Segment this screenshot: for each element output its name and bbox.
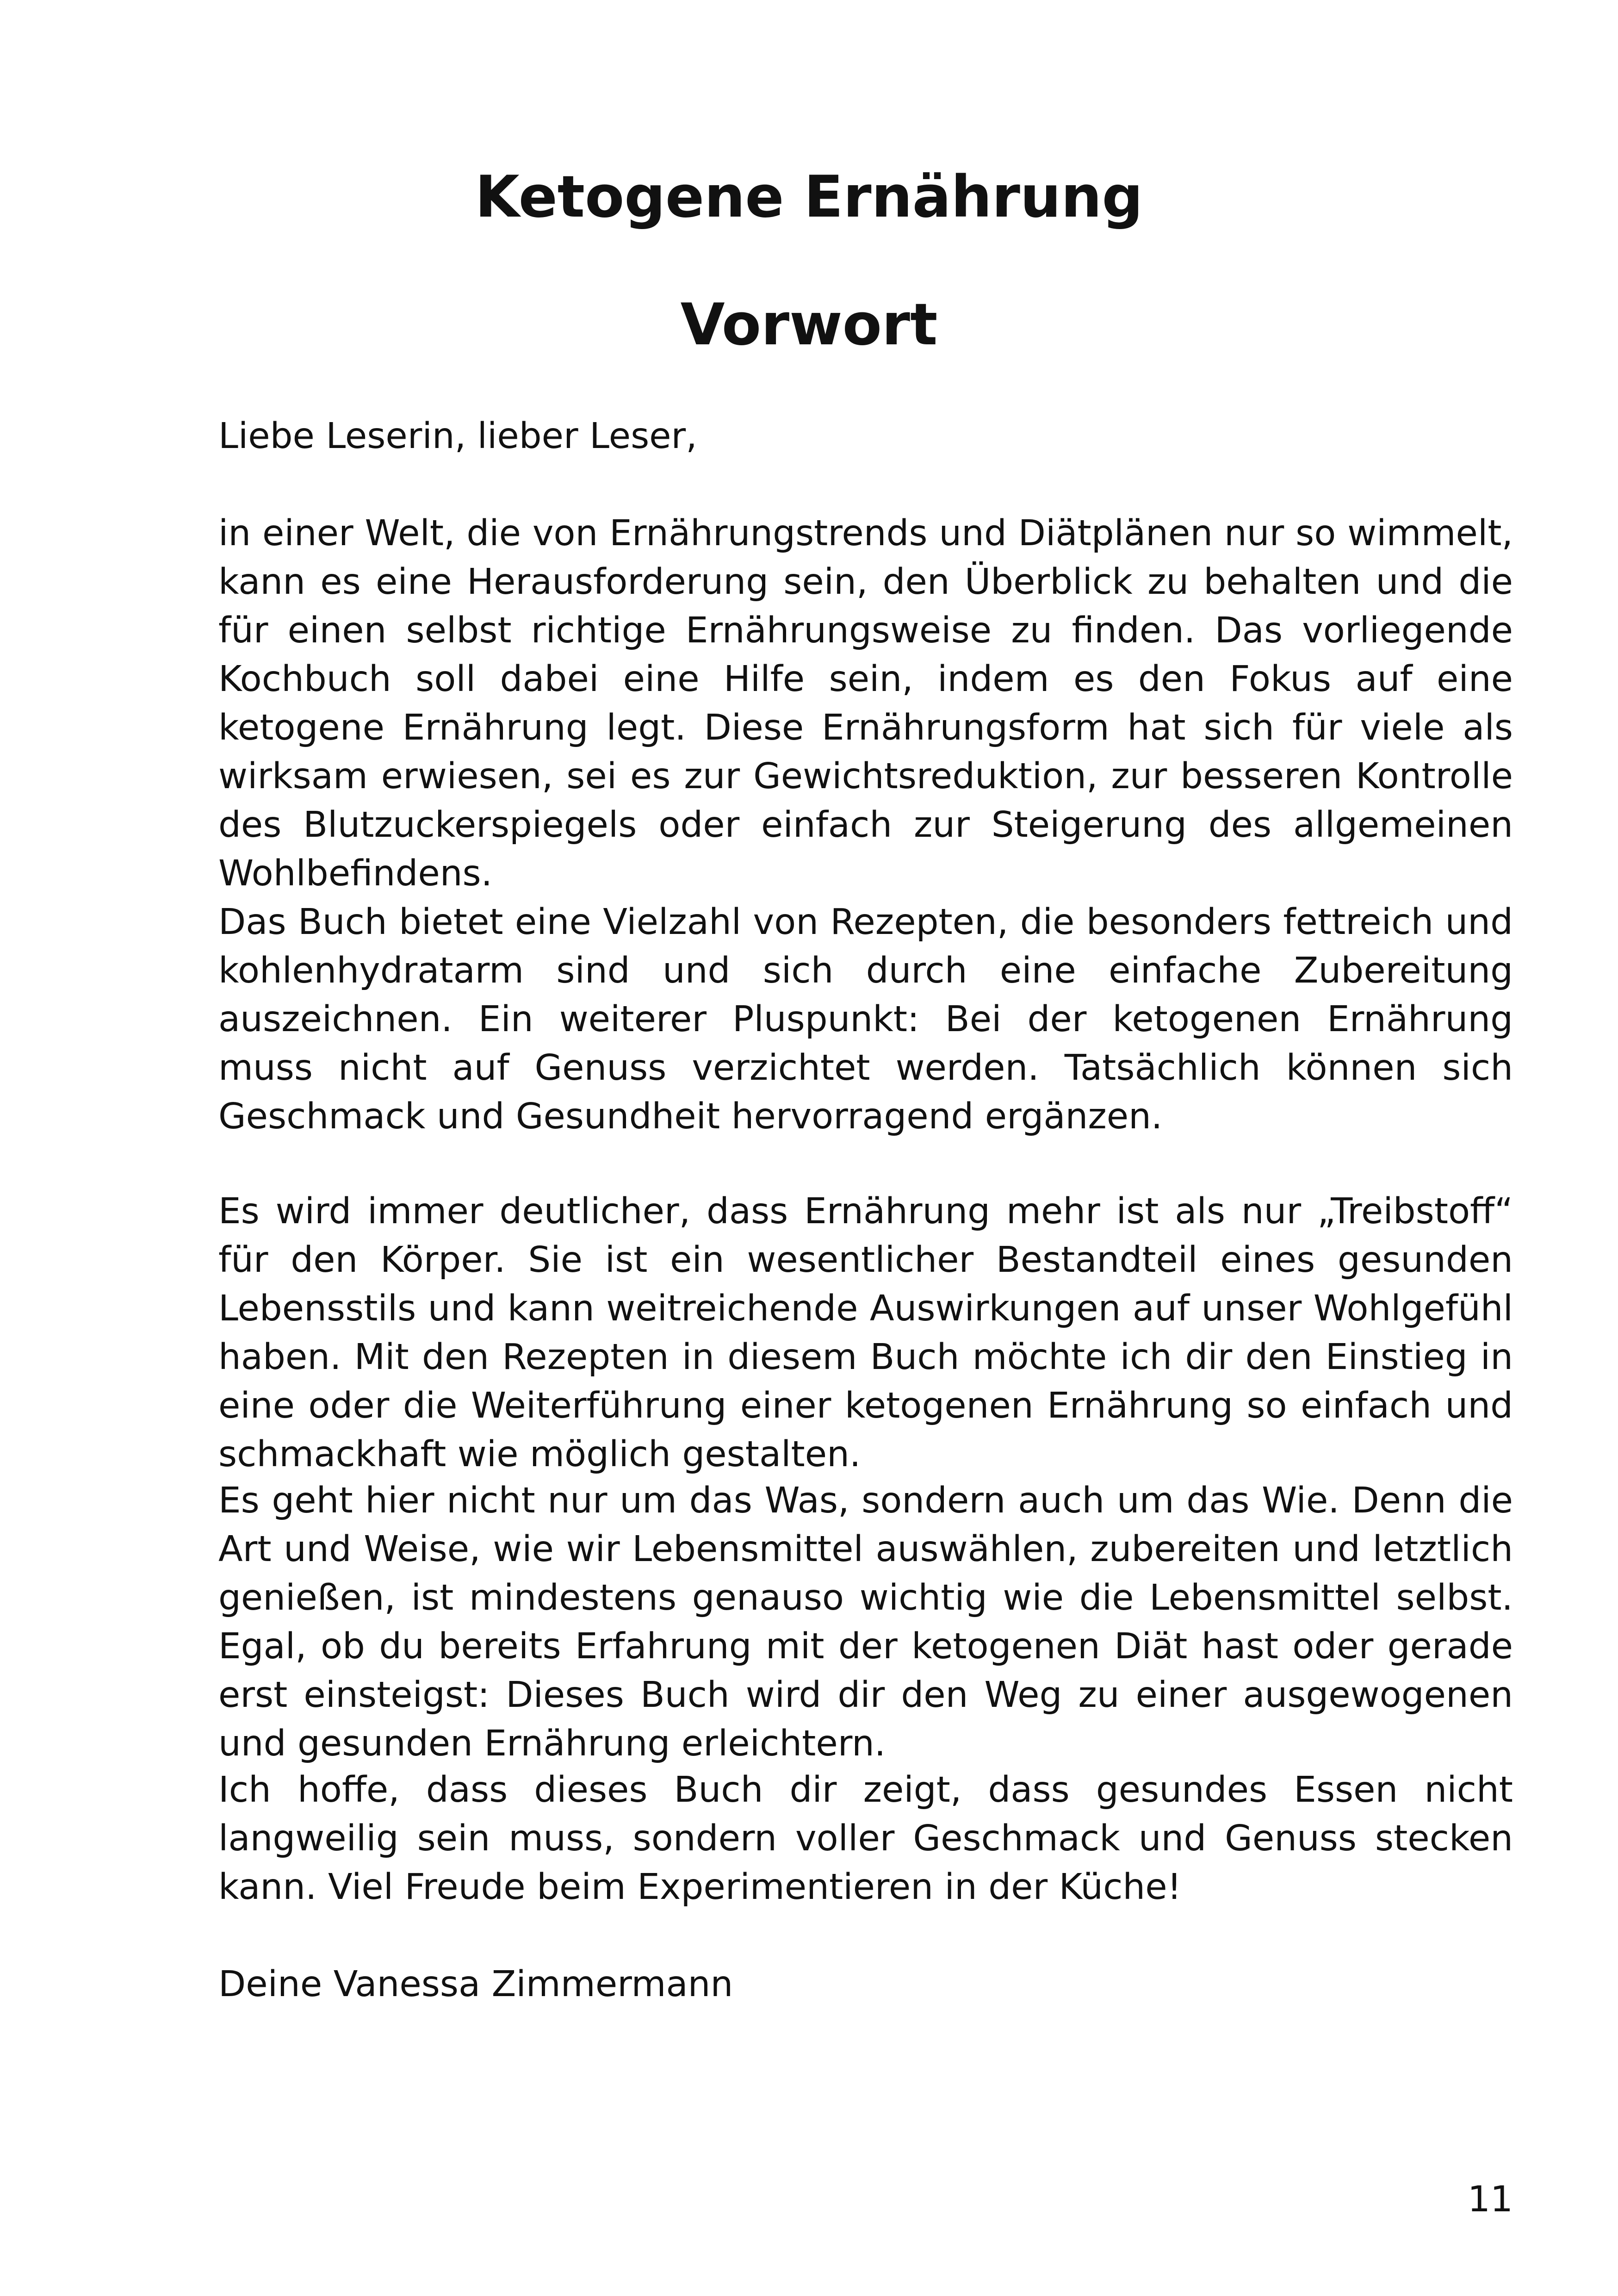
paragraph: Ich hoffe, dass dieses Buch dir zeigt, dass gesundes Essen nicht langweilig sein muss, sondern voller Geschmack und Genuss stecken kann. Viel Freude beim Experimentieren in der Küche! xyxy=(218,1769,1513,1908)
page-number: 11 xyxy=(1468,2179,1513,2220)
paragraph: in einer Welt, die von Ernährungstrends und Diätplänen nur so wimmelt, kann es eine Herausforderung sein, den Überblick zu behalten und die für einen selbst richtige Ernährungsweise zu finden. Das vorliegende Kochbuch soll dabei eine Hilfe sein, indem es den Fokus auf eine ketogene Ernährung legt. Diese Ernährungsform hat sich für viele als wirksam erwiesen, sei es zur Gewichtsreduktion, zur besseren Kontrolle des Blutzuckerspiegels oder einfach zur Steigerung des allgemeinen Wohlbefindens. xyxy=(218,513,1513,894)
greeting: Liebe Leserin, lieber Leser, xyxy=(218,416,697,457)
paragraph: Es wird immer deutlicher, dass Ernährung mehr ist als nur „Treibstoff“ für den Körper. Sie ist ein wesentlicher Bestandteil eines gesunden Lebensstils und kann weitreichende Auswirkungen auf unser Wohlgefühl haben. Mit den Rezepten in diesem Buch möchte ich dir den Einstieg in eine oder die Weiterführung einer ketogenen Ernährung so einfach und schmackhaft wie möglich gestalten. xyxy=(218,1191,1513,1475)
paragraph: Es geht hier nicht nur um das Was, sondern auch um das Wie. Denn die Art und Weise, wie wir Lebensmittel auswählen, zubereiten und letztlich genießen, ist mindestens genauso wichtig wie die Lebensmittel selbst. Egal, ob du bereits Erfahrung mit der ketogenen Diät hast oder gerade erst einsteigst: Dieses Buch wird dir den Weg zu einer ausgewogenen und gesunden Ernährung erleichtern. xyxy=(218,1480,1513,1764)
signature: Deine Vanessa Zimmermann xyxy=(218,1964,733,2005)
book-title: Ketogene Ernährung xyxy=(475,164,1143,230)
chapter-title: Vorwort xyxy=(680,292,938,358)
paragraph: Das Buch bietet eine Vielzahl von Rezepten, die besonders fettreich und kohlenhydratarm sind und sich durch eine einfache Zubereitung auszeichnen. Ein weiterer Pluspunkt: Bei der ketogenen Ernährung muss nicht auf Genuss verzichtet werden. Tatsächlich können sich Geschmack und Gesundheit hervorragend ergänzen. xyxy=(218,902,1513,1137)
